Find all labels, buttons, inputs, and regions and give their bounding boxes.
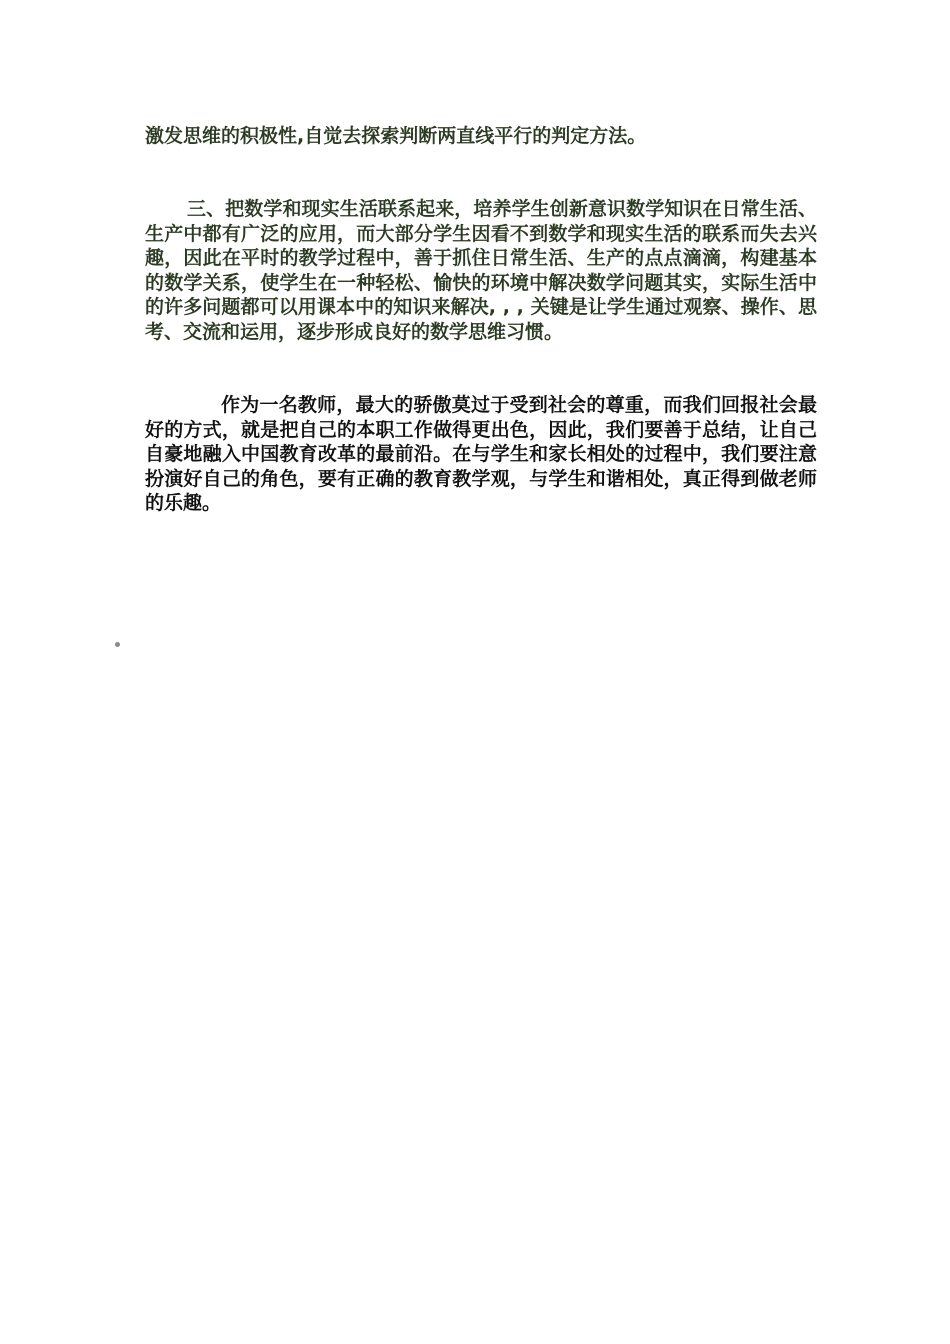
- stray-dot-mark: [115, 642, 120, 647]
- paragraph-2: 三、把数学和现实生活联系起来，培养学生创新意识数学知识在日常生活、生产中都有广泛的应用，而大部分学生因看不到数学和现实生活的联系而失去兴趣，因此在平时的教学过程中，善于抓住日常生活、生产的点点滴滴，构建基本的数学关系，使学生在一种轻松、愉快的环境中解决数学问题其实，实际生活中的许多问题都可以用课本中的知识来解决, , , 关键是让学生通过观察、操作、思考、交流和运用，逐步形成良好的数学思维习惯。: [145, 198, 817, 343]
- paragraph-1: 激发思维的积极性,自觉去探索判断两直线平行的判定方法。: [145, 125, 647, 147]
- paragraph-3: 作为一名教师，最大的骄傲莫过于受到社会的尊重，而我们回报社会最好的方式，就是把自己的本职工作做得更出色，因此，我们要善于总结，让自己自豪地融入中国教育改革的最前沿。在与学生和家长相处的过程中，我们要注意扮演好自己的角色，要有正确的教育教学观，与学生和谐相处，真正得到做老师的乐趣。: [145, 394, 817, 514]
